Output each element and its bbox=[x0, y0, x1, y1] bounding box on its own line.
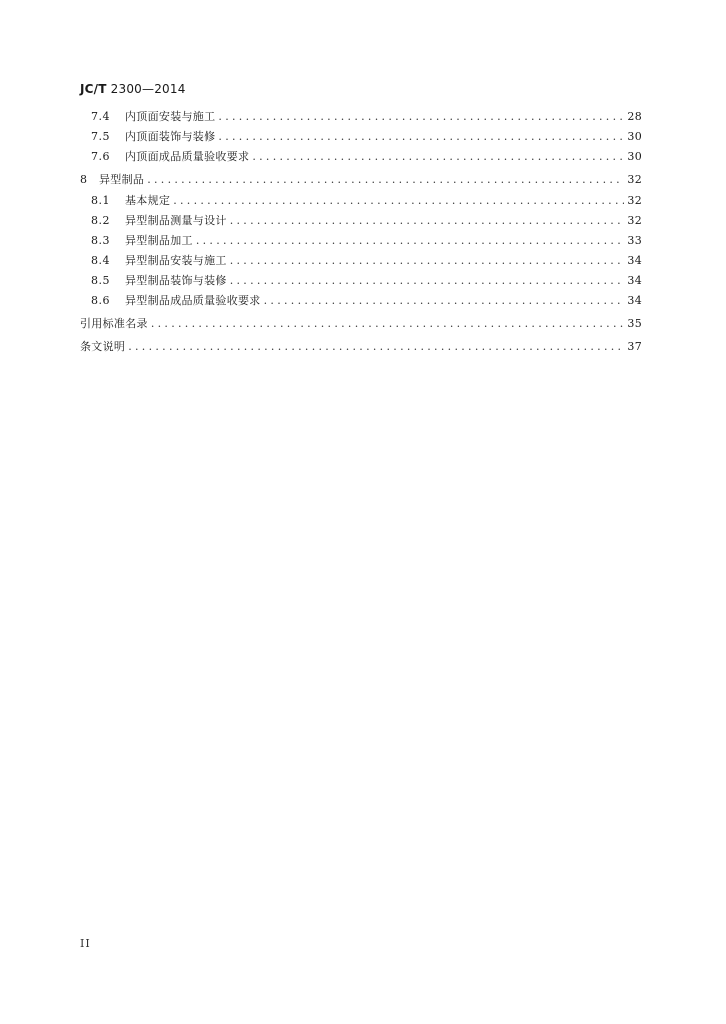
toc-entry[interactable] bbox=[80, 295, 642, 307]
toc-entry-title: 内顶面装饰与装修 bbox=[125, 130, 216, 143]
toc-entry-title: 基本规定 bbox=[125, 194, 171, 207]
toc-entry-number: 7.5 bbox=[91, 130, 110, 143]
toc-entry-page: 34 bbox=[627, 294, 642, 307]
toc-leader-dots bbox=[151, 318, 625, 330]
toc-leader-dots bbox=[252, 151, 624, 163]
toc-leader-dots bbox=[147, 174, 624, 186]
toc-entry-title: 异型制品安装与施工 bbox=[125, 254, 227, 267]
toc-leader-dots bbox=[128, 341, 624, 353]
toc-entry-number: 8.3 bbox=[91, 234, 110, 247]
toc-entry-number: 7.6 bbox=[91, 150, 110, 163]
toc-leader-dots bbox=[218, 131, 624, 143]
toc-entry[interactable] bbox=[80, 111, 642, 123]
toc-entry-title: 异型制品装饰与装修 bbox=[125, 274, 227, 287]
toc-entry-number: 7.4 bbox=[91, 110, 110, 123]
toc-entry-number: 8.2 bbox=[91, 214, 110, 227]
toc-entry-page: 32 bbox=[627, 214, 642, 227]
toc-entry-number: 8.6 bbox=[91, 294, 110, 307]
page-number: II bbox=[80, 937, 91, 950]
toc-entry[interactable] bbox=[80, 255, 642, 267]
toc-entry-page: 34 bbox=[627, 254, 642, 267]
toc-entry-title: 内顶面安装与施工 bbox=[125, 110, 216, 123]
toc-entry-title: 异型制品加工 bbox=[125, 234, 193, 247]
toc-entry-number: 8 bbox=[80, 173, 88, 186]
toc-entry-page: 32 bbox=[627, 194, 642, 207]
toc-entry-page: 35 bbox=[627, 317, 642, 330]
toc-entry-page: 33 bbox=[627, 234, 642, 247]
toc-chapter-entry[interactable] bbox=[80, 174, 642, 186]
toc-entry-number: 8.4 bbox=[91, 254, 110, 267]
toc-entry[interactable] bbox=[80, 215, 642, 227]
toc-leader-dots bbox=[173, 195, 624, 207]
toc-entry-page: 32 bbox=[627, 173, 642, 186]
toc-entry-page: 30 bbox=[627, 130, 642, 143]
toc-entry-page: 34 bbox=[627, 274, 642, 287]
toc-leader-dots bbox=[196, 235, 625, 247]
toc-entry[interactable] bbox=[80, 275, 642, 287]
toc-leader-dots bbox=[230, 215, 625, 227]
toc-entry-number: 8.1 bbox=[91, 194, 110, 207]
toc-entry-title: 异型制品测量与设计 bbox=[125, 214, 227, 227]
toc-entry-title: 异型制品成品质量验收要求 bbox=[125, 294, 261, 307]
toc-entry-number: 8.5 bbox=[91, 274, 110, 287]
toc-leader-dots bbox=[264, 295, 625, 307]
table-of-contents bbox=[80, 111, 642, 353]
toc-entry-title: 条文说明 bbox=[80, 340, 126, 353]
toc-entry-title: 内顶面成品质量验收要求 bbox=[125, 150, 250, 163]
toc-entry-page: 28 bbox=[627, 110, 642, 123]
toc-leader-dots bbox=[218, 111, 624, 123]
toc-entry[interactable] bbox=[80, 195, 642, 207]
toc-entry-title: 引用标准名录 bbox=[80, 317, 148, 330]
standard-number: 2300—2014 bbox=[110, 82, 186, 96]
toc-leader-dots bbox=[230, 255, 625, 267]
toc-leader-dots bbox=[230, 275, 625, 287]
toc-entry-title: 异型制品 bbox=[99, 173, 145, 186]
toc-entry-page: 37 bbox=[627, 340, 642, 353]
toc-appendix-entry[interactable] bbox=[80, 318, 642, 330]
toc-entry[interactable] bbox=[80, 131, 642, 143]
toc-entry[interactable] bbox=[80, 235, 642, 247]
running-header bbox=[80, 82, 186, 96]
toc-entry-page: 30 bbox=[627, 150, 642, 163]
toc-appendix-entry[interactable] bbox=[80, 341, 642, 353]
standard-code: JC/T bbox=[80, 82, 107, 96]
toc-entry[interactable] bbox=[80, 151, 642, 163]
